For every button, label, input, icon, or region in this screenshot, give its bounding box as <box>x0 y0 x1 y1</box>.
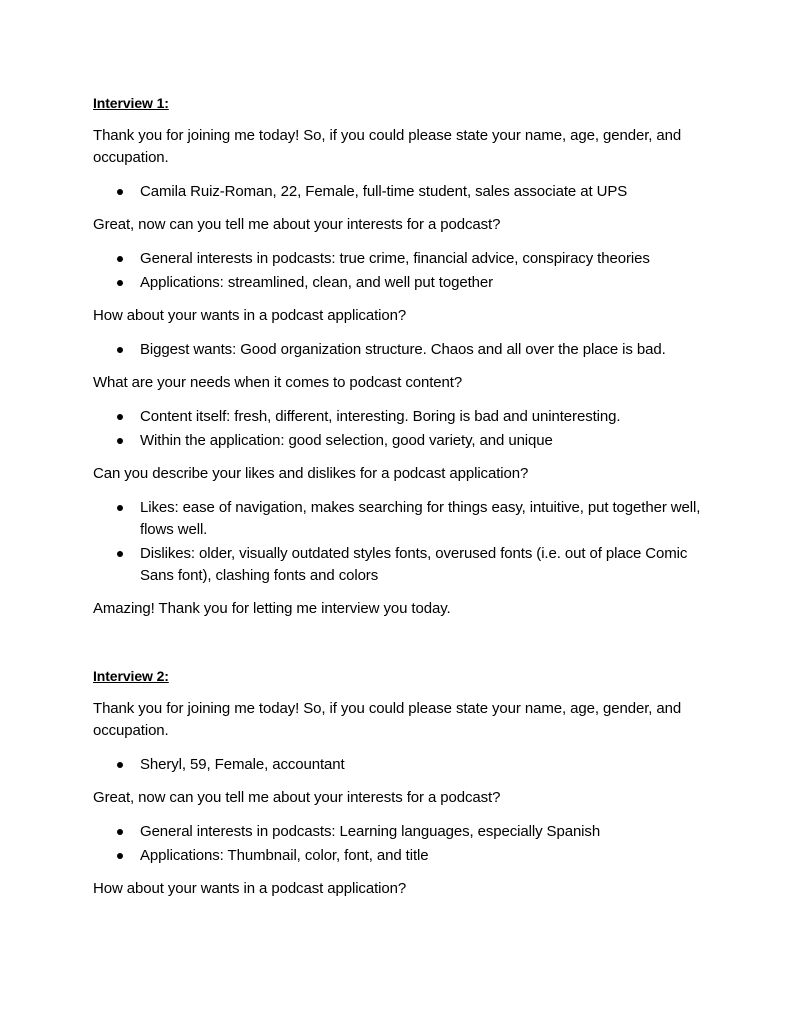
list-item-text: Likes: ease of navigation, makes searching for things easy, intuitive, put together well, flows well. <box>140 499 701 538</box>
list-item-text: Camila Ruiz-Roman, 22, Female, full-time student, sales associate at UPS <box>140 183 628 200</box>
interview-1-question-wants: How about your wants in a podcast application? <box>93 307 407 324</box>
list-item-text: Content itself: fresh, different, interesting. Boring is bad and uninteresting. <box>140 408 621 425</box>
interview-1-answer-likes-dislikes <box>93 497 709 587</box>
interview-1-question-needs: What are your needs when it comes to podcast content? <box>93 374 463 391</box>
list-item-text: General interests in podcasts: true crime, financial advice, conspiracy theories <box>140 250 650 267</box>
bullet-icon <box>117 256 123 262</box>
bullet-icon <box>117 347 123 353</box>
section-spacer <box>93 632 709 665</box>
interview-1-answer-intro <box>93 181 709 203</box>
list-item <box>93 821 709 843</box>
interview-2-question-wants: How about your wants in a podcast application? <box>93 880 407 897</box>
list-item <box>93 272 709 294</box>
list-item-text: Biggest wants: Good organization structure. Chaos and all over the place is bad. <box>140 341 666 358</box>
list-item <box>93 406 709 428</box>
interview-1-answer-needs <box>93 406 709 452</box>
bullet-icon <box>117 438 123 444</box>
list-item-text: Dislikes: older, visually outdated styles fonts, overused fonts (i.e. out of place Comic Sans font), clashing fonts and colors <box>140 545 688 584</box>
interview-2-heading: Interview 2: <box>93 668 169 684</box>
list-item <box>93 339 709 361</box>
bullet-icon <box>117 189 123 195</box>
interview-2-answer-intro <box>93 754 709 776</box>
interview-1-answer-wants <box>93 339 709 361</box>
bullet-icon <box>117 829 123 835</box>
bullet-icon <box>117 853 123 859</box>
interview-1-heading: Interview 1: <box>93 95 169 111</box>
bullet-icon <box>117 762 123 768</box>
list-item-text: Within the application: good selection, good variety, and unique <box>140 432 553 449</box>
list-item-text: Applications: Thumbnail, color, font, and title <box>140 847 429 864</box>
list-item <box>93 754 709 776</box>
bullet-icon <box>117 414 123 420</box>
list-item <box>93 845 709 867</box>
interview-1-question-intro: Thank you for joining me today! So, if you could please state your name, age, gender, and occupation. <box>93 127 682 166</box>
interview-1-question-likes-dislikes: Can you describe your likes and dislikes for a podcast application? <box>93 465 529 482</box>
list-item-text: Sheryl, 59, Female, accountant <box>140 756 345 773</box>
list-item <box>93 430 709 452</box>
list-item-text: General interests in podcasts: Learning languages, especially Spanish <box>140 823 601 840</box>
list-item-text: Applications: streamlined, clean, and well put together <box>140 274 494 291</box>
list-item <box>93 497 709 541</box>
bullet-icon <box>117 280 123 286</box>
interview-2-question-intro: Thank you for joining me today! So, if you could please state your name, age, gender, and occupation. <box>93 700 682 739</box>
interview-1-answer-interests <box>93 248 709 294</box>
interview-1-question-interests: Great, now can you tell me about your interests for a podcast? <box>93 216 501 233</box>
interview-1-closing: Amazing! Thank you for letting me interview you today. <box>93 600 451 617</box>
bullet-icon <box>117 505 123 511</box>
list-item <box>93 248 709 270</box>
list-item <box>93 181 709 203</box>
interview-2-answer-interests <box>93 821 709 867</box>
bullet-icon <box>117 551 123 557</box>
list-item <box>93 543 709 587</box>
interview-2-question-interests: Great, now can you tell me about your interests for a podcast? <box>93 789 501 806</box>
